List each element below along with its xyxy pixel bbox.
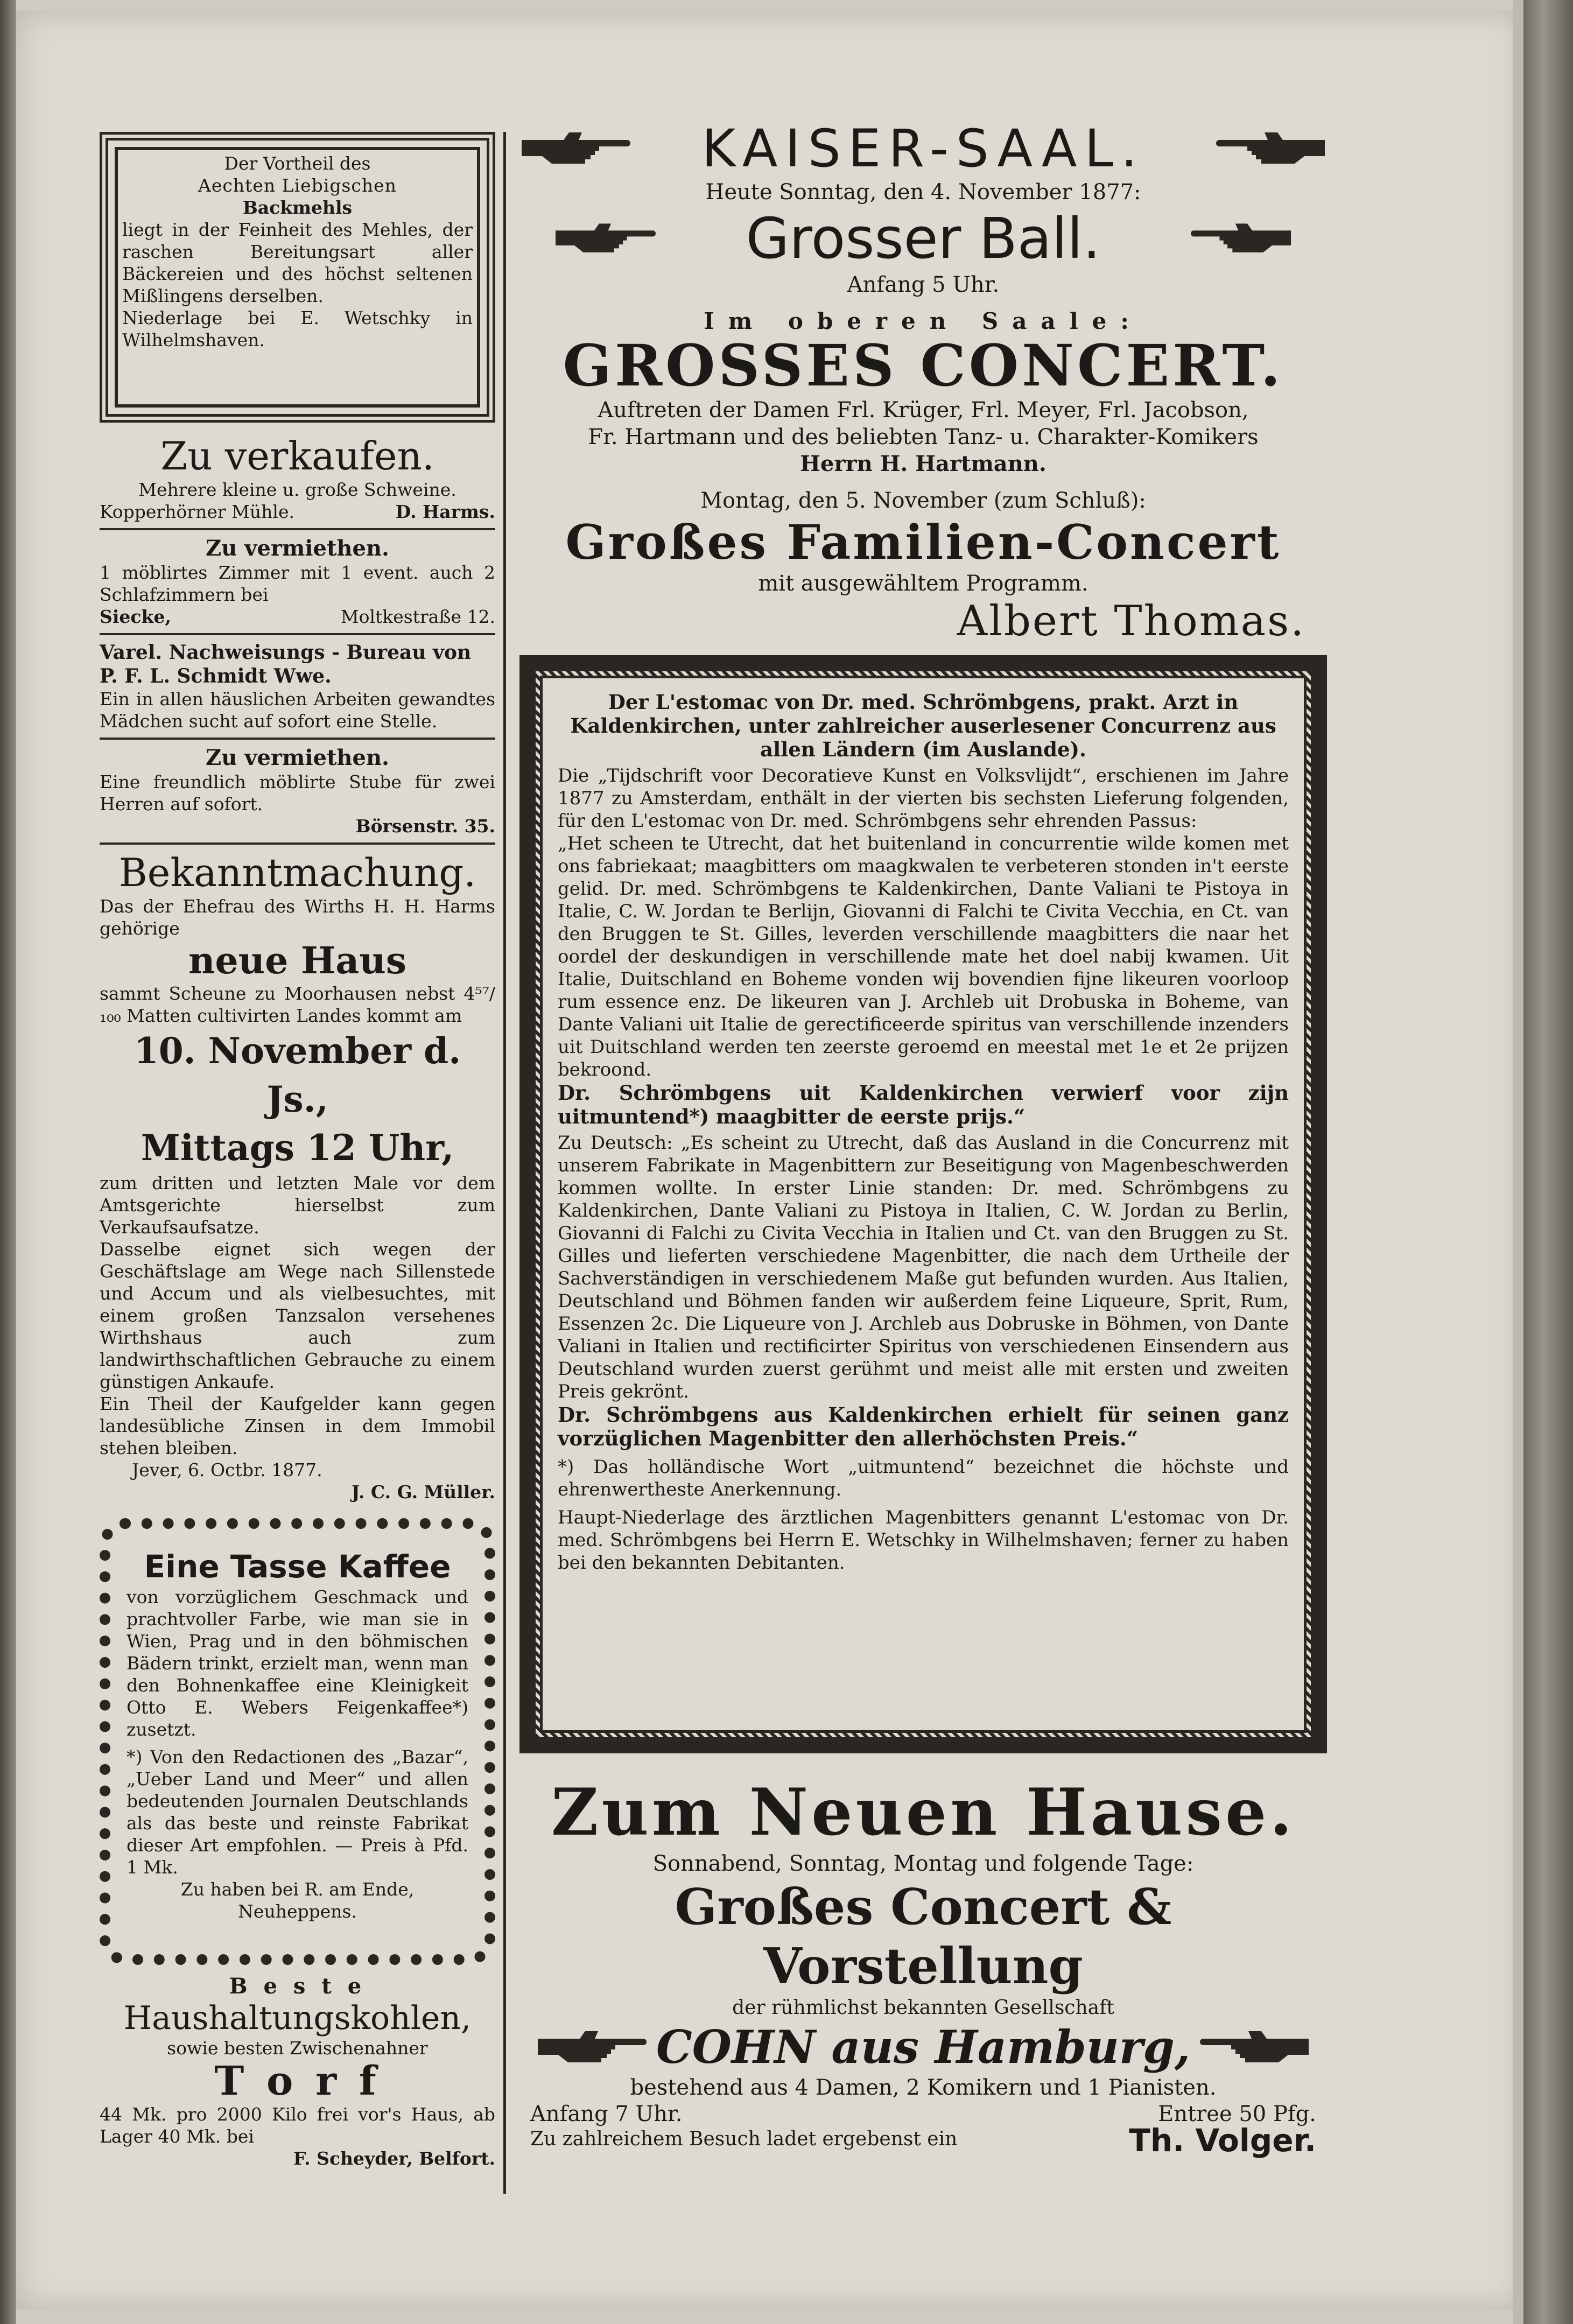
bekannt-body3: Dasselbe eignet sich wegen der Geschäftslage am Wege nach Sillenstede und Accum und als vielbesuchtes, mit einem großen Tanzsalon versehenes Wirthshaus auch zum landwirthschaftlichen Gebrauche zu einem günstigen Ankaufe. [100,1239,495,1392]
varel-body: Ein in allen häuslichen Arbeiten gewandtes Mädchen sucht auf sofort eine Stelle. [100,689,495,732]
kaiser-saal-ad [519,118,1327,645]
kohlen-beste: B e s t e [229,1974,366,1999]
vermiethen2-title: Zu vermiethen. [206,745,389,770]
neues-haus-days: Sonnabend, Sonntag, Montag und folgende Tage: [652,1851,1194,1876]
schroembgens-head: Der L'estomac von Dr. med. Schrömbgens, prakt. Arzt in Kaldenkirchen, unter zahlreicher auserlesener Concurrenz aus allen Ländern (im Auslande). [570,690,1276,761]
kohlen-title: Haushaltungskohlen, [123,1999,472,2037]
vermiethen1-ad [100,536,495,628]
kaffee-title: Eine Tasse Kaffee [144,1548,451,1585]
kaiser-concert: GROSSES CONCERT. [563,332,1284,399]
divider [100,842,495,845]
kaiser-program: mit ausgewähltem Programm. [758,571,1089,596]
varel-title: Varel. Nachweisungs - Bureau von P. F. L. Schmidt Wwe. [100,641,472,687]
bekanntmachung-ad [100,850,495,1503]
kaiser-ball: Grosser Ball. [746,206,1101,271]
bekannt-highlight: neue Haus [188,939,407,982]
bekannt-place-date: Jever, 6. Octbr. 1877. [132,1459,322,1480]
neues-haus-start: Anfang 7 Uhr. [530,2102,683,2126]
verkaufen-place: Kopperhörner Mühle. [100,501,295,522]
kaiser-upper: Im oberen Saale: [704,308,1143,334]
kohlen-torf: T o r f [214,2058,381,2104]
liebig-line1: Der Vortheil des [224,153,371,174]
neues-haus-members: bestehend aus 4 Damen, 2 Komikern und 1 Pianisten. [630,2075,1217,2100]
kohlen-ad [100,1974,495,2169]
divider [100,528,495,530]
binding-spine [0,0,16,2324]
liebig-line3: Backmehls [242,197,353,218]
vermiethen1-body: 1 möblirtes Zimmer mit 1 event. auch 2 Schlafzimmern bei [100,562,495,605]
neues-haus-entry: Entree 50 Pfg. [1158,2102,1316,2126]
pointing-hand-right-icon [552,220,659,257]
vermiethen1-address: Moltkestraße 12. [340,606,495,627]
vermiethen2-body: Eine freundlich möblirte Stube für zwei Herren auf sofort. [100,771,495,815]
pointing-hand-right-icon [519,128,633,169]
vermiethen1-title: Zu vermiethen. [206,536,389,561]
kaiser-artists2: Fr. Hartmann und des beliebten Tanz- u. Charakter-Komikers [588,425,1259,450]
liebig-line2: Aechten Liebigschen [198,175,397,196]
schroembgens-p3b: Dr. Schrömbgens aus Kaldenkirchen erhielt für seinen ganz vorzüglichen Magenbitter den allerhöchsten Preis.“ [558,1403,1289,1450]
liebig-body: liegt in der Feinheit des Mehles, der raschen Bereitungsart aller Bäckereien und des höchst seltenen Mißlingens derselben. [122,219,473,306]
kaiser-start: Anfang 5 Uhr. [847,272,1000,297]
left-column [100,127,495,2169]
verkaufen-name: D. Harms. [395,501,495,522]
bekannt-time: Mittags 12 Uhr, [141,1127,454,1169]
bekannt-signed: J. C. G. Müller. [351,1482,495,1502]
bekannt-body1: sammt Scheune zu Moorhausen nebst 4⁵⁷/₁₀₀ Matten cultivirten Landes kommt am [100,983,495,1026]
neues-haus-show: Großes Concert & Vorstellung [675,1878,1172,1995]
schroembgens-ad [519,655,1327,1753]
neues-haus-by: der rühmlichst bekannten Gesellschaft [732,1997,1114,2019]
bekannt-date: 10. November d. Js., [134,1030,461,1120]
kohlen-seller: F. Scheyder, Belfort. [293,2148,495,2169]
schroembgens-p2b: Dr. Schrömbgens uit Kaldenkirchen verwierf voor zijn uitmuntend*) maagbitter de eerste prijs.“ [558,1081,1289,1128]
kaffee-note: *) Von den Redactionen des „Bazar“, „Ueber Land und Meer“ und allen bedeutenden Journalen Deutschlands als das beste und reinste Fabrikat dieser Art empfohlen. — Preis à Pfd. 1 Mk. [127,1746,468,1878]
neues-haus-host: Th. Volger. [1129,2122,1316,2159]
vermiethen2-ad [100,745,495,837]
pointing-hand-left-icon [1214,128,1327,169]
kaiser-artists1: Auftreten der Damen Frl. Krüger, Frl. Meyer, Frl. Jacobson, [598,398,1249,423]
right-column [519,118,1327,2159]
bekannt-body2: zum dritten und letzten Male vor dem Amtsgerichte hierselbst zum Verkaufsaufsatze. [100,1172,495,1238]
verkaufen-body: Mehrere kleine u. große Schweine. [138,479,457,500]
neues-haus-troupe: COHN aus Hamburg, [656,2020,1191,2074]
column-rule [503,132,506,2194]
schroembgens-p3: Zu Deutsch: „Es scheint zu Utrecht, daß das Ausland in die Concurrenz mit unserem Fabrikate in Magenbittern zur Beseitigung von Magenbeschwerden kommen wollte. In erster Linie standen: Dr. med. Schrömbgens zu Kaldenkirchen, Dante Valiani zu Pistoya in Italien, C. W. Jordan zu Berlin, Giovanni di Falchi zu Civita Vecchia in Italien und Ct. van den Bruggen zu St. Gilles und lieferten verschiedene Magenbitter, die nach dem Urtheile der Sachverständigen in verschiedenem Maße gut befunden wurden. Aus Italien, Deutschland und Böhmen fanden wir außerdem feine Liqueure, Sprit, Rum, Essenzen 2c. Die Liqueure von J. Archleb aus Dobruske in Böhmen, von Dante Valiani in Italien und rectificirter Spiritus von verschiedenen Einsendern aus Deutschland wurden zuerst gerühmt und meist alle mit ersten und zweiten Preis gekrönt. [558,1132,1289,1402]
schroembgens-p1: Die „Tijdschrift voor Decoratieve Kunst en Volksvlijdt“, erschienen im Jahre 1877 zu Amsterdam, enthält in der vierten bis sechsten Lieferung folgenden, für den L'estomac von Dr. med. Schrömbgens sehr ehrenden Passus: [558,765,1289,832]
kaiser-date: Heute Sonntag, den 4. November 1877: [705,180,1141,205]
divider [100,738,495,740]
neues-haus-ad [519,1774,1327,2159]
kaffee-ad [100,1518,495,1965]
verkaufen-ad [100,433,495,523]
verkaufen-title: Zu verkaufen. [160,433,434,479]
kohlen-price: 44 Mk. pro 2000 Kilo frei vor's Haus, ab Lager 40 Mk. bei [100,2104,495,2147]
pointing-hand-left-icon [1198,2027,1311,2068]
bekannt-intro: Das der Ehefrau des Wirths H. H. Harms gehörige [100,896,495,939]
liebig-outlet: Niederlage bei E. Wetschky in Wilhelmshaven. [122,307,473,350]
kaiser-artists3: Herrn H. Hartmann. [800,451,1047,476]
bekannt-body4: Ein Theil der Kaufgelder kann gegen landesübliche Zinsen in dem Immobil stehen bleiben. [100,1393,495,1458]
pointing-hand-right-icon [536,2027,649,2068]
divider [100,633,495,635]
liebig-ad [100,132,495,423]
varel-ad [100,641,495,732]
page-edge [1513,0,1523,2324]
schroembgens-depot: Haupt-Niederlage des ärztlichen Magenbitters genannt L'estomac von Dr. med. Schrömbgens bei Herrn E. Wetschky in Wilhelmshaven; ferner zu haben bei den bekannten Debitanten. [558,1507,1289,1574]
kaiser-saal-title: KAISER-SAAL. [701,118,1145,179]
vermiethen1-name: Siecke, [100,606,171,627]
kohlen-sub: sowie besten Zwischenahner [167,2038,428,2059]
schroembgens-note: *) Das holländische Wort „uitmuntend“ bezeichnet die höchste und ehrenwertheste Anerkennung. [558,1456,1289,1500]
kaiser-family: Großes Familien-Concert [565,514,1281,570]
pointing-hand-left-icon [1187,220,1295,257]
kaffee-body: von vorzüglichem Geschmack und prachtvoller Farbe, wie man sie in Wien, Prag und in den böhmischen Bädern trinkt, erzielt man, wenn man den Bohnenkaffee eine Kleinigkeit Otto E. Webers Feigenkaffee*) zusetzt. [127,1586,468,1740]
kaiser-host: Albert Thomas. [957,597,1305,645]
schroembgens-p2: „Het scheen te Utrecht, dat het buitenland in concurrentie wilde komen met ons fabriekaat; maagbitters om maagkwalen te verbeteren stonden in't eerste gelid. Dr. med. Schrömbgens te Kaldenkirchen, Dante Valiani te Pistoya in Italie, C. W. Jordan te Berlijn, Giovanni di Falchi te Civita Vecchia, en Ct. van den Bruggen te St. Gilles, leverden verschillende maagbitters die naar het oordel der deskundigen in verschillende mate het doel nabij kwamen. Uit Italie, Duitschland en Boheme vonden wij bovendien fijne likeuren voorloop rum essence enz. De likeuren van J. Archleb uit Drobuska in Boheme, van Dante Valiani uit Italie de gerectificeerde spiritus van verschillende inzenders uit Duitschland werden ten zeerste geroemd en meestal met 1e et 2e prijzen bekroond. [558,833,1289,1080]
bekannt-title: Bekanntmachung. [118,850,476,895]
vermiethen2-address: Börsenstr. 35. [355,816,495,837]
book-edge [1523,0,1573,2324]
neues-haus-invite: Zu zahlreichem Besuch ladet ergebenst ein [530,2128,958,2150]
neues-haus-title: Zum Neuen Hause. [551,1774,1296,1850]
kaffee-seller: Zu haben bei R. am Ende, Neuheppens. [180,1879,415,1922]
kaiser-monday: Montag, den 5. November (zum Schluß): [700,488,1146,513]
